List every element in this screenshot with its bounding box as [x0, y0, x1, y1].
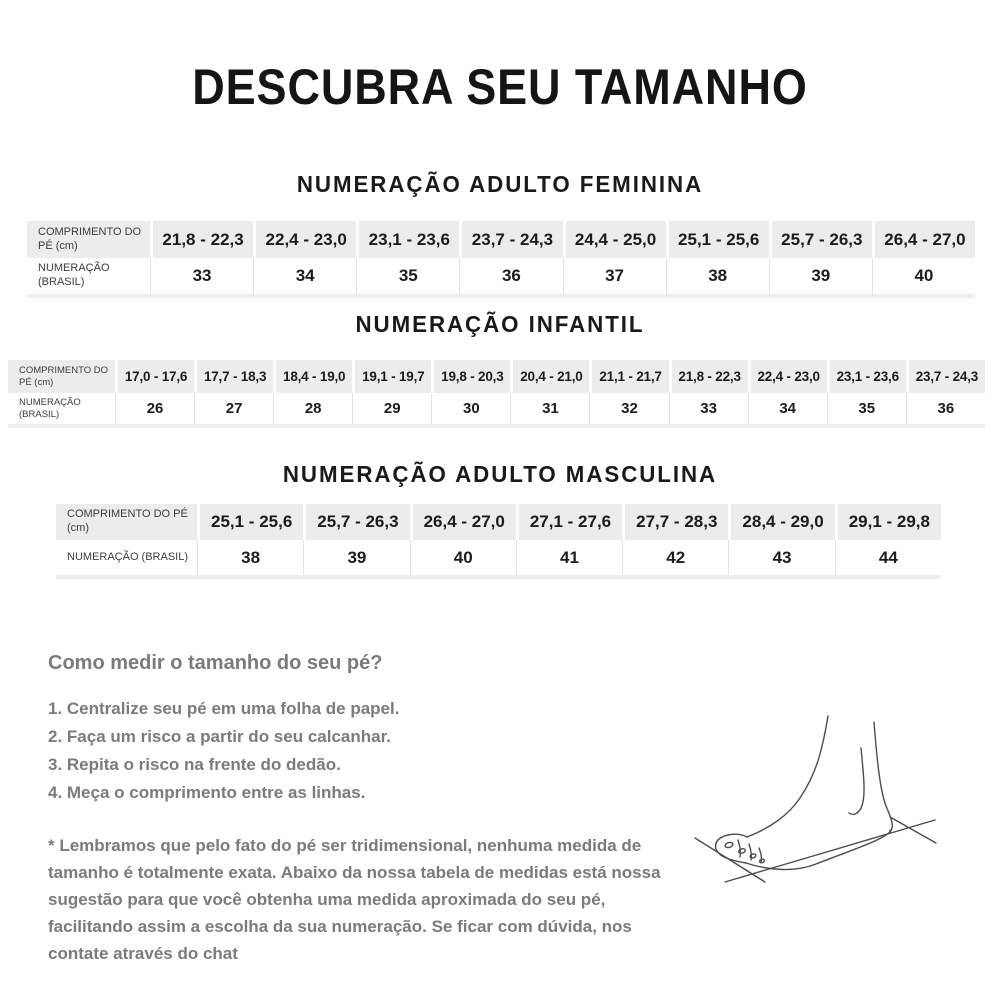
howto-heading: Como medir o tamanho do seu pé? [48, 652, 383, 674]
foot-measurement-illustration [650, 650, 1000, 950]
table-row [8, 393, 985, 424]
measuring-instructions [48, 652, 663, 967]
size-cell: 40 [410, 540, 516, 575]
size-cell: 27 [194, 393, 273, 424]
size-cell: 29 [352, 393, 431, 424]
range-cell: 18,4 - 19,0 [273, 360, 352, 393]
table-row [27, 258, 975, 294]
size-cell: 40 [872, 258, 975, 294]
foot-illustration-svg [650, 650, 1000, 950]
size-cell: 34 [748, 393, 827, 424]
range-cell: 20,4 - 21,0 [510, 360, 589, 393]
range-cell: 22,4 - 23,0 [748, 360, 827, 393]
range-cell: 25,7 - 26,3 [303, 504, 409, 540]
size-label: NUMERAÇÃO (BRASIL) [27, 258, 150, 294]
range-cell: 21,8 - 22,3 [669, 360, 748, 393]
howto-step-3: 3. Repita o risco na frente do dedão. [48, 755, 341, 774]
section-title-infantil: NUMERAÇÃO INFANTIL [355, 311, 645, 337]
size-cell: 38 [666, 258, 769, 294]
baseline-measure-line [725, 820, 935, 882]
range-cell: 25,1 - 25,6 [666, 221, 769, 258]
foot-sole-outline [746, 830, 890, 870]
range-cell: 27,7 - 28,3 [622, 504, 728, 540]
toe-nail [724, 841, 733, 848]
howto-step-1: 1. Centralize seu pé em uma folha de papel. [48, 699, 400, 718]
range-cell: 29,1 - 29,8 [835, 504, 941, 540]
range-cell: 23,1 - 23,6 [827, 360, 906, 393]
range-cell: 28,4 - 29,0 [728, 504, 834, 540]
size-cell: 39 [303, 540, 409, 575]
size-cell: 28 [273, 393, 352, 424]
table-row [56, 504, 941, 540]
size-cell: 36 [906, 393, 985, 424]
size-cell: 39 [769, 258, 872, 294]
heel-measure-line [890, 817, 936, 843]
size-cell: 38 [197, 540, 303, 575]
range-cell: 26,4 - 27,0 [872, 221, 975, 258]
size-cell: 33 [669, 393, 748, 424]
size-cell: 34 [253, 258, 356, 294]
size-cell: 30 [431, 393, 510, 424]
size-cell: 32 [589, 393, 668, 424]
size-table-masculina [56, 504, 941, 579]
size-cell: 37 [563, 258, 666, 294]
length-label: COMPRIMENTO DO PÉ (cm) [56, 504, 197, 540]
size-cell: 44 [835, 540, 941, 575]
size-cell: 35 [827, 393, 906, 424]
range-cell: 25,7 - 26,3 [769, 221, 872, 258]
range-cell: 23,1 - 23,6 [356, 221, 459, 258]
range-cell: 24,4 - 25,0 [563, 221, 666, 258]
section-title-masculina: NUMERAÇÃO ADULTO MASCULINA [282, 461, 718, 487]
howto-note: * Lembramos que pelo fato do pé ser tridimensional, nenhuma medida de tamanho é totalmente exata. Abaixo da nossa tabela de medidas está nossa sugestão para que você obtenha uma medida aproximada do seu pé, facilitando assim a escolha da sua numeração. Se ficar com dúvida, nos contate através do chat [48, 836, 661, 963]
range-cell: 22,4 - 23,0 [253, 221, 356, 258]
howto-step-2: 2. Faça um risco a partir do seu calcanhar. [48, 727, 391, 746]
size-label: NUMERAÇÃO (BRASIL) [56, 540, 197, 575]
size-cell: 41 [516, 540, 622, 575]
table-row [56, 540, 941, 575]
toe-separator [738, 840, 740, 857]
range-cell: 17,7 - 18,3 [194, 360, 273, 393]
length-label: COMPRIMENTO DO PÉ (cm) [27, 221, 150, 258]
size-label: NUMERAÇÃO (BRASIL) [8, 393, 115, 424]
size-cell: 33 [150, 258, 253, 294]
howto-step-4: 4. Meça o comprimento entre as linhas. [48, 783, 366, 802]
range-cell: 23,7 - 24,3 [906, 360, 985, 393]
section-title-feminina: NUMERAÇÃO ADULTO FEMININA [296, 171, 704, 197]
size-cell: 35 [356, 258, 459, 294]
toe-nail [759, 859, 765, 864]
range-cell: 23,7 - 24,3 [459, 221, 562, 258]
range-cell: 17,0 - 17,6 [115, 360, 194, 393]
size-cell: 26 [115, 393, 194, 424]
range-cell: 19,1 - 19,7 [352, 360, 431, 393]
range-cell: 21,1 - 21,7 [589, 360, 668, 393]
range-cell: 19,8 - 20,3 [431, 360, 510, 393]
size-cell: 43 [728, 540, 834, 575]
leg-back-outline [874, 722, 892, 832]
ankle-line [849, 748, 864, 814]
range-cell: 21,8 - 22,3 [150, 221, 253, 258]
size-cell: 42 [622, 540, 728, 575]
toe-nail [738, 848, 746, 854]
page-title: DESCUBRA SEU TAMANHO [192, 59, 808, 115]
length-label: COMPRIMENTO DO PÉ (cm) [8, 360, 115, 393]
size-table-infantil [8, 360, 985, 428]
range-cell: 27,1 - 27,6 [516, 504, 622, 540]
table-row [8, 360, 985, 393]
size-cell: 31 [510, 393, 589, 424]
size-cell: 36 [459, 258, 562, 294]
size-table-feminina [27, 221, 975, 298]
range-cell: 25,1 - 25,6 [197, 504, 303, 540]
foot-top-outline [747, 716, 828, 837]
range-cell: 26,4 - 27,0 [410, 504, 516, 540]
table-row [27, 221, 975, 258]
